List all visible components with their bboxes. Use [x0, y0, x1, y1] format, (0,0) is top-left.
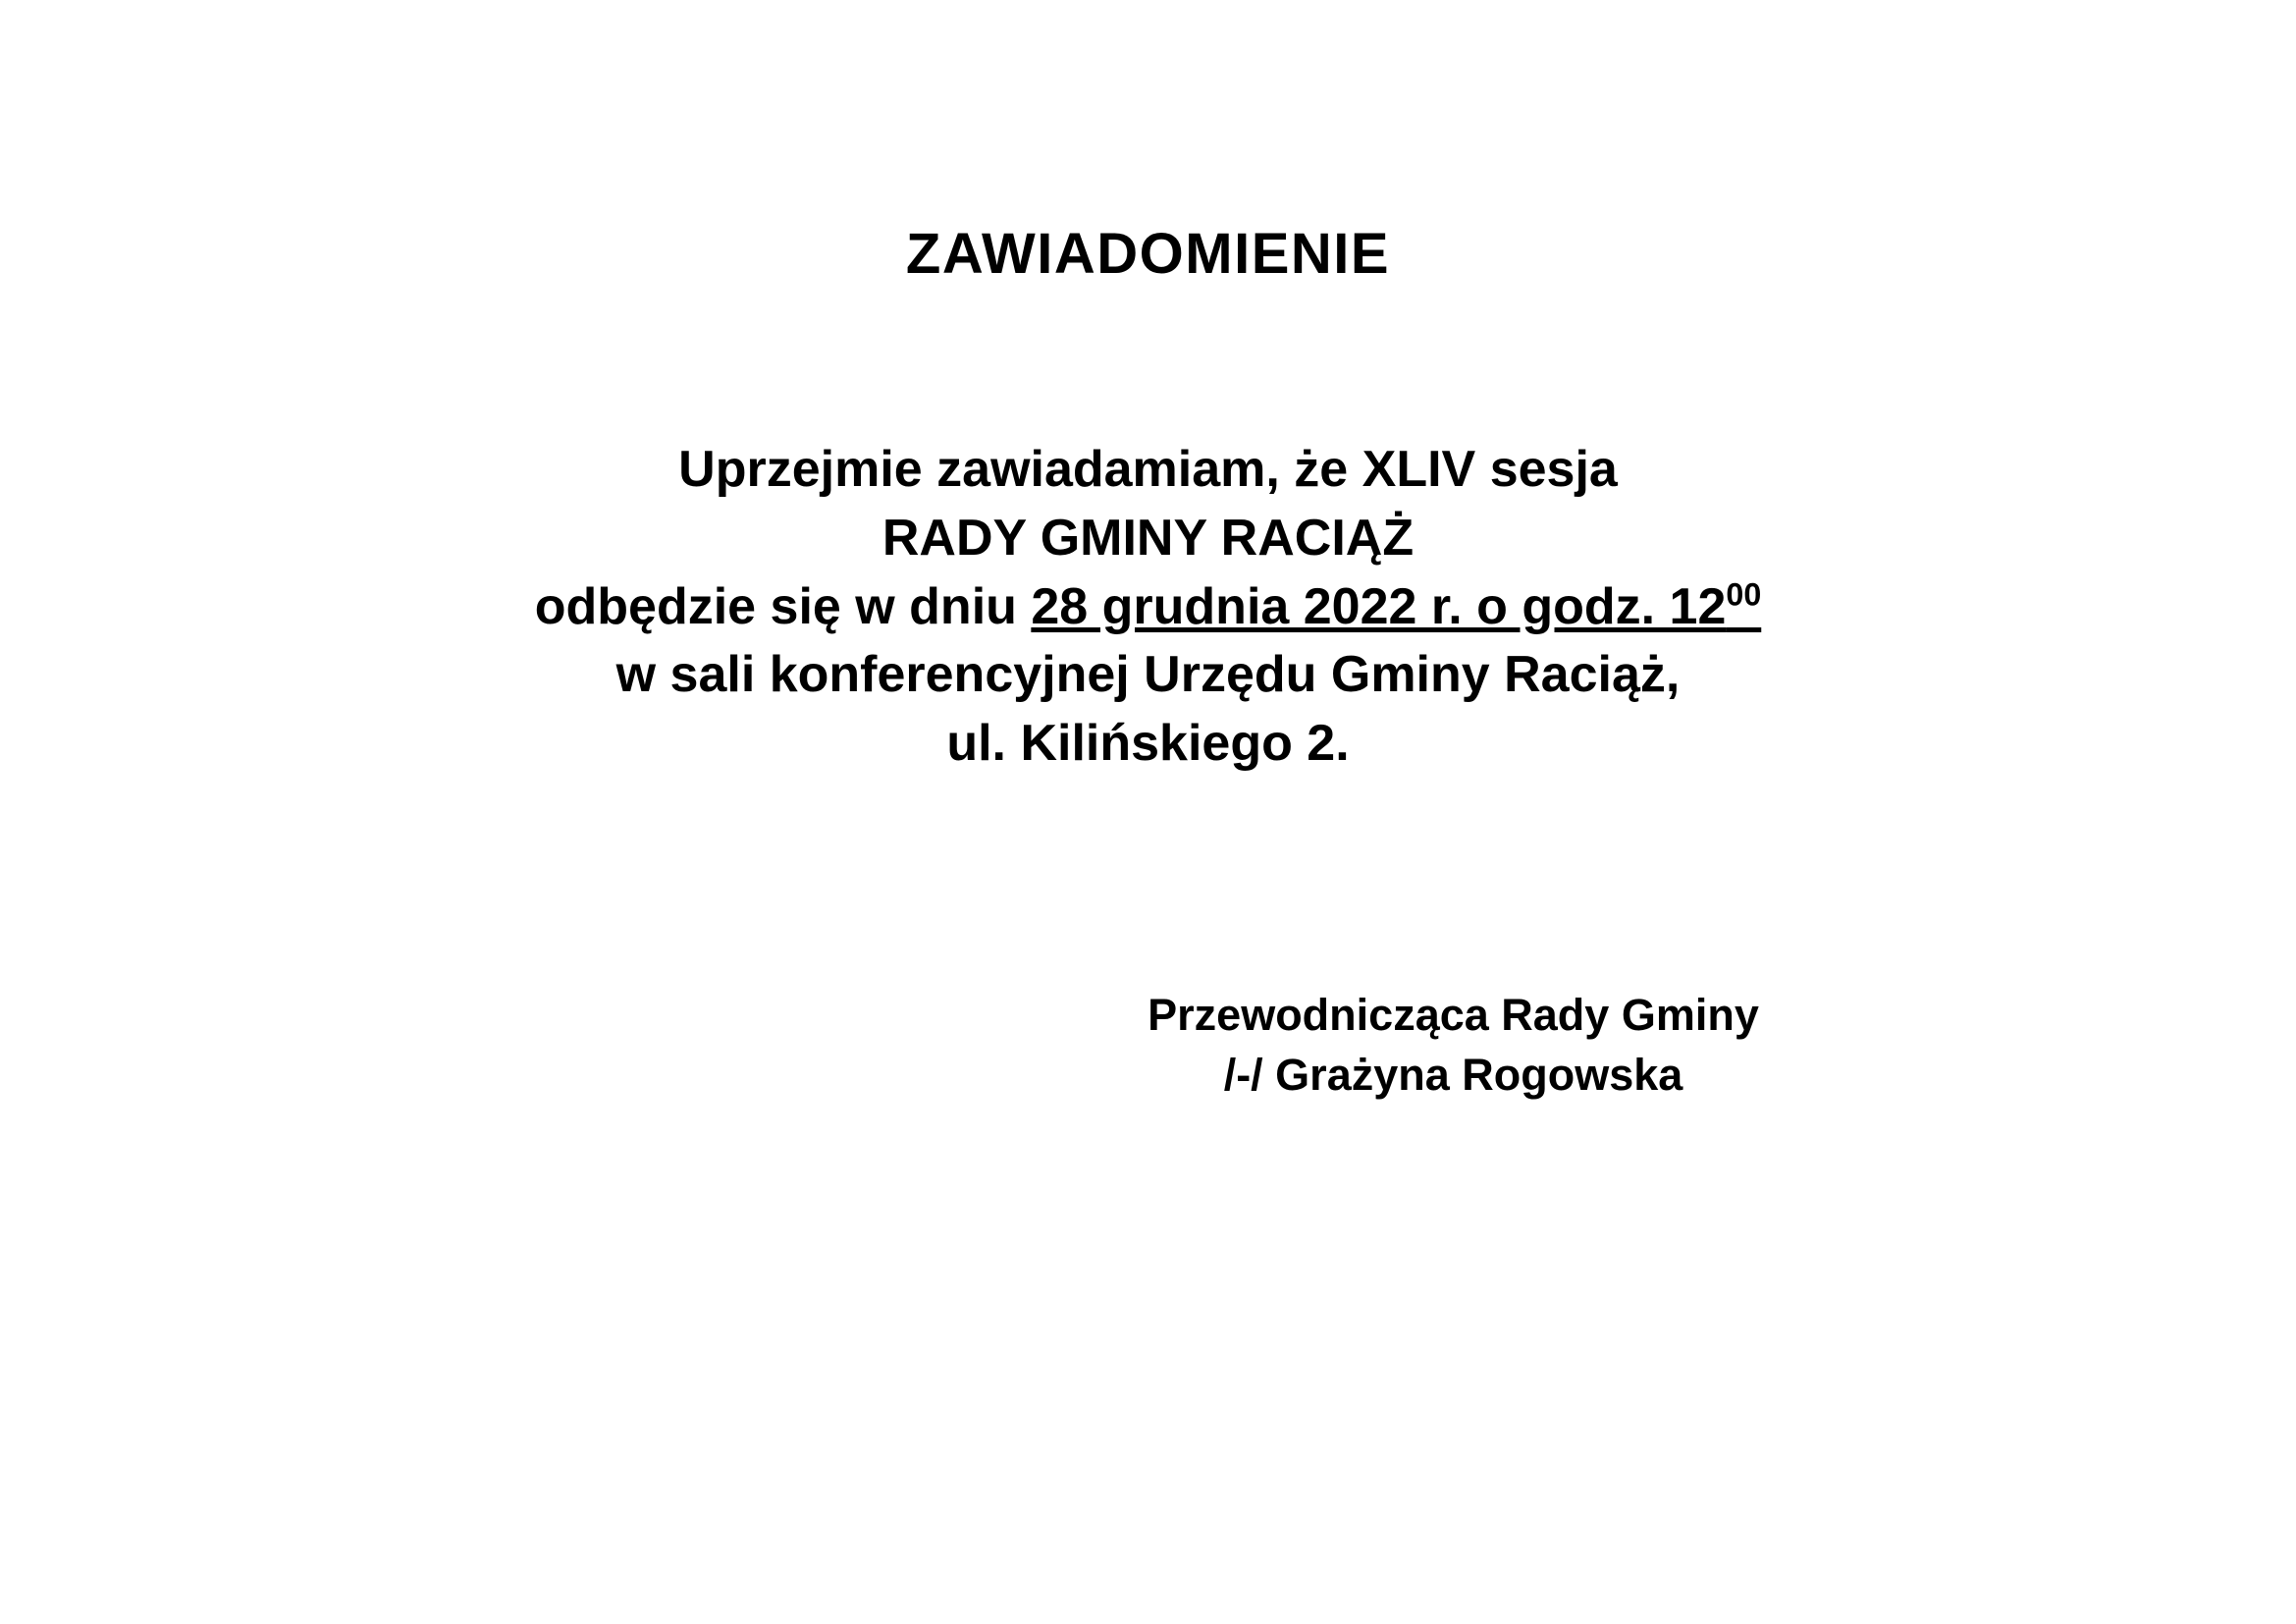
announcement-text: [0, 436, 2296, 778]
announcement-datetime-value: 28 grudnia 2022 r. o godz. 12: [1031, 577, 1727, 635]
signature-name: /-/ Grażyna Rogowska: [1223, 1049, 1683, 1100]
announcement-line-session: Uprzejmie zawiadamiam, że XLIV sesja: [678, 441, 1618, 499]
signature-block: [0, 985, 2296, 1105]
announcement-datetime-superscript: 00: [1726, 576, 1762, 613]
title-spacer: [0, 326, 2296, 436]
announcement-datetime-prefix: odbędzie się w dniu: [534, 577, 1032, 635]
announcement-line-council: RADY GMINY RACIĄŻ: [881, 509, 1415, 567]
announcement-line-datetime: [0, 573, 2296, 642]
announcement-datetime-underlined: [1031, 578, 1761, 635]
announcement-line-venue: w sali konferencyjnej Urzędu Gminy Raciąż,: [615, 646, 1681, 704]
page-title: ZAWIADOMIENIE: [905, 221, 1391, 286]
signature-role: Przewodnicząca Rady Gminy: [1148, 989, 1759, 1040]
announcement-line-address: ul. Kilińskiego 2.: [946, 715, 1350, 772]
signature-inner: [1148, 985, 1759, 1105]
